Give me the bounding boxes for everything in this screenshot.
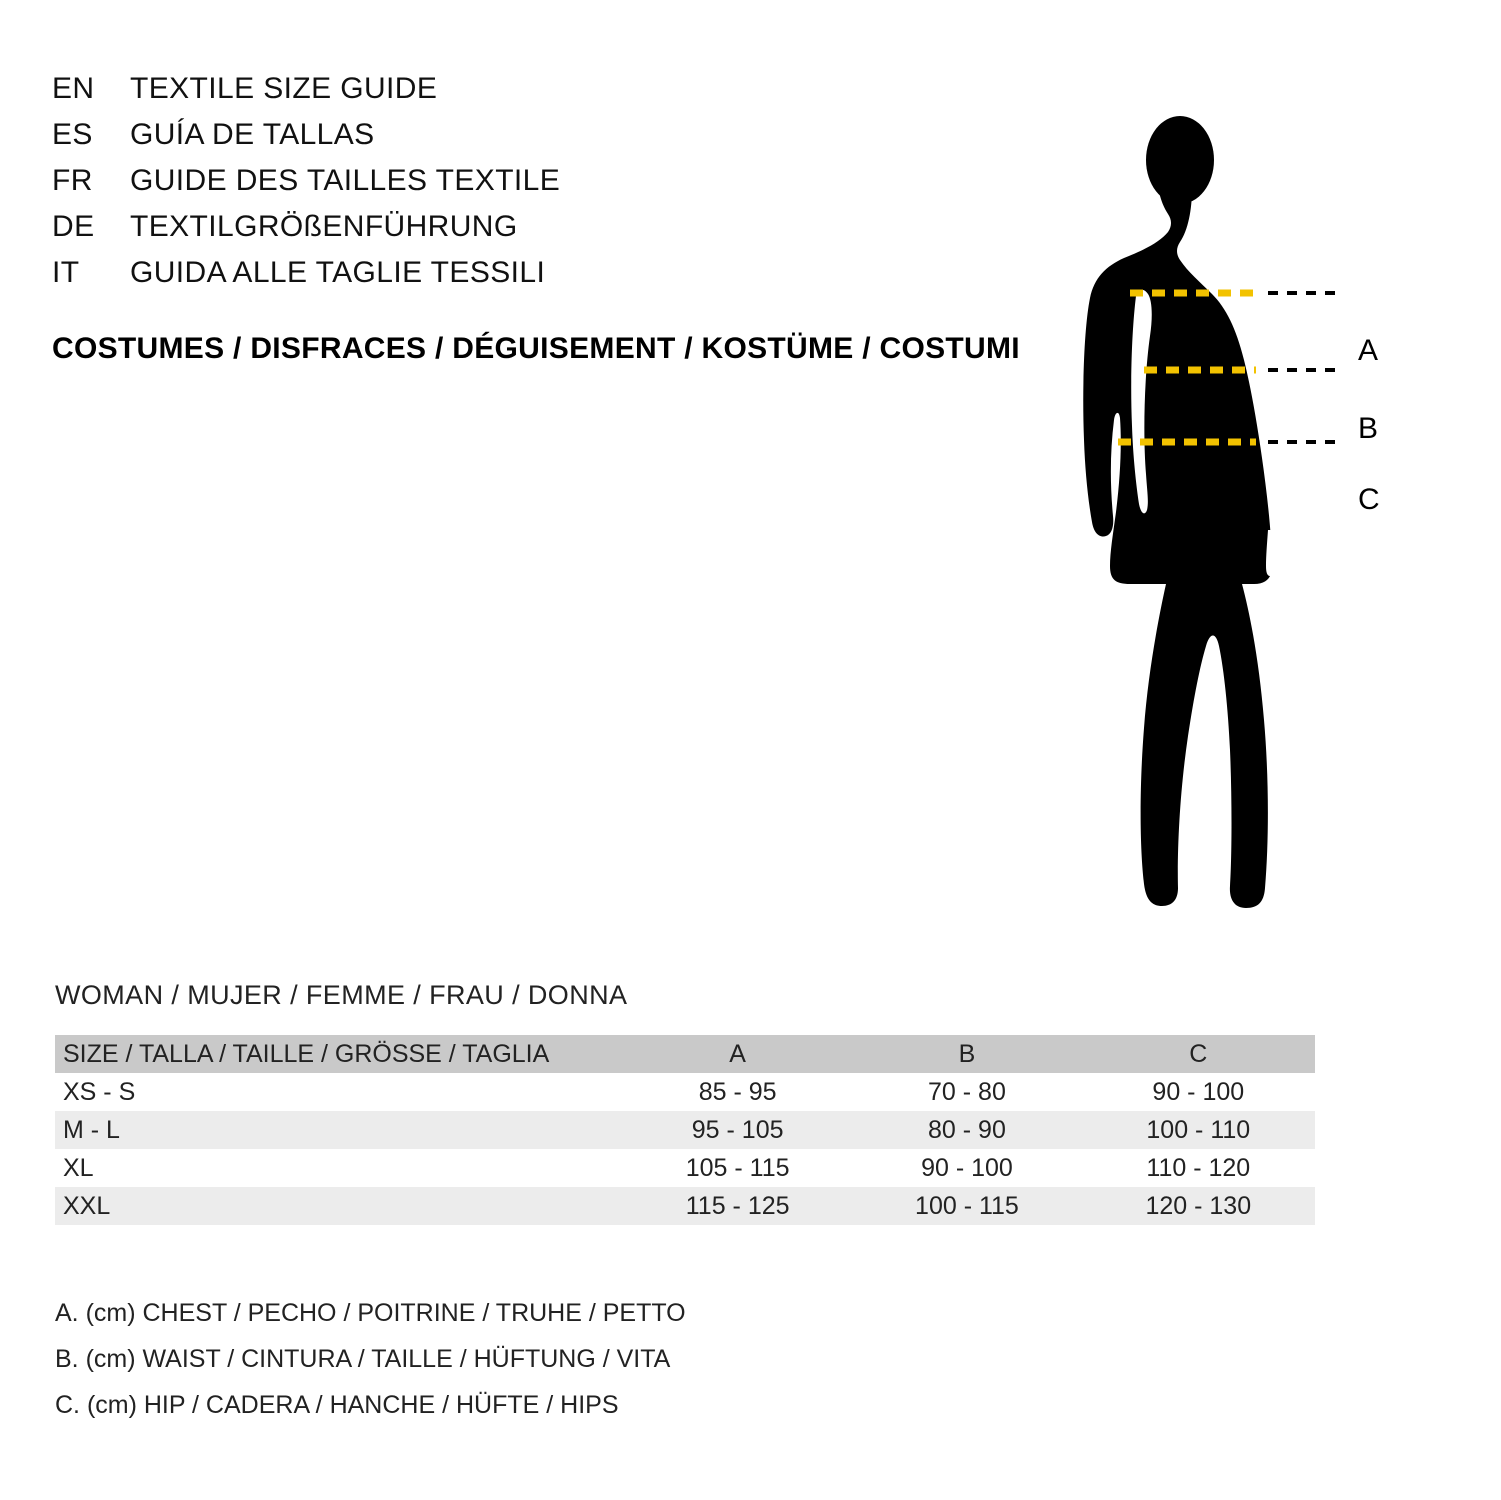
- measure-label-a: A: [1358, 334, 1379, 367]
- language-text-it: GUIDA ALLE TAGLIE TESSILI: [130, 256, 546, 289]
- cell-a: 95 - 105: [691, 1115, 784, 1144]
- cell-a: 85 - 95: [698, 1077, 777, 1106]
- table-row: [55, 1073, 1315, 1111]
- language-row-es: [52, 118, 952, 164]
- language-row-fr: [52, 164, 952, 210]
- legend-line-c: C. (cm) HIP / CADERA / HANCHE / HÜFTE / HIPS: [55, 1391, 619, 1419]
- language-list: [52, 72, 952, 302]
- cell-b: 100 - 115: [915, 1191, 1019, 1220]
- table-body: [55, 1073, 1315, 1225]
- table-head: [55, 1035, 1315, 1073]
- arm-gap-right: [1266, 530, 1276, 576]
- cell-c: 110 - 120: [1146, 1153, 1251, 1182]
- size-chart-table: [55, 1035, 1315, 1225]
- table-header-row: [55, 1035, 1315, 1073]
- language-text-en: TEXTILE SIZE GUIDE: [130, 72, 438, 105]
- costumes-subtitle: COSTUMES / DISFRACES / DÉGUISEMENT / KOSTÜME / COSTUMI: [52, 332, 1020, 365]
- legend-line-b: B. (cm) WAIST / CINTURA / TAILLE / HÜFTUNG / VITA: [55, 1345, 671, 1373]
- language-code-en: EN: [52, 72, 95, 105]
- cell-b: 70 - 80: [928, 1077, 1006, 1106]
- cell-a: 115 - 125: [685, 1191, 790, 1220]
- measure-label-c: C: [1358, 483, 1380, 516]
- language-code-de: DE: [52, 210, 95, 243]
- cell-c: 120 - 130: [1145, 1191, 1252, 1220]
- cell-b: 80 - 90: [928, 1115, 1006, 1144]
- head-shape: [1146, 116, 1214, 204]
- language-text-fr: GUIDE DES TAILLES TEXTILE: [130, 164, 561, 197]
- table-header-c: C: [1189, 1039, 1208, 1068]
- language-text-de: TEXTILGRÖßENFÜHRUNG: [130, 210, 518, 243]
- legend-line-a: A. (cm) CHEST / PECHO / POITRINE / TRUHE / PETTO: [55, 1299, 686, 1327]
- cell-c: 100 - 110: [1146, 1115, 1251, 1144]
- measure-label-b: B: [1358, 412, 1379, 445]
- cell-size: M - L: [63, 1115, 120, 1144]
- language-text-es: GUÍA DE TALLAS: [130, 118, 375, 151]
- cell-b: 90 - 100: [921, 1153, 1013, 1182]
- language-code-it: IT: [52, 256, 80, 289]
- table-header-size: SIZE / TALLA / TAILLE / GRÖSSE / TAGLIA: [63, 1039, 550, 1068]
- table-row: [55, 1187, 1315, 1225]
- language-row-de: [52, 210, 952, 256]
- measurement-legend: [55, 1290, 686, 1428]
- language-code-es: ES: [52, 118, 93, 151]
- cell-size: XXL: [63, 1191, 111, 1220]
- language-code-fr: FR: [52, 164, 93, 197]
- language-row-it: [52, 256, 952, 302]
- cell-a: 105 - 115: [685, 1153, 790, 1182]
- cell-c: 90 - 100: [1152, 1077, 1245, 1106]
- language-row-en: [52, 72, 952, 118]
- silhouette-svg: [1040, 60, 1460, 940]
- female-silhouette-diagram: [1040, 60, 1460, 940]
- cell-size: XS - S: [63, 1077, 136, 1106]
- woman-silhouette-icon: [1083, 120, 1272, 908]
- table-header-b: B: [958, 1039, 976, 1068]
- table-header-a: A: [729, 1039, 746, 1068]
- table-row: [55, 1111, 1315, 1149]
- table-section-title: WOMAN / MUJER / FEMME / FRAU / DONNA: [55, 980, 628, 1010]
- cell-size: XL: [63, 1153, 94, 1182]
- table-row: [55, 1149, 1315, 1187]
